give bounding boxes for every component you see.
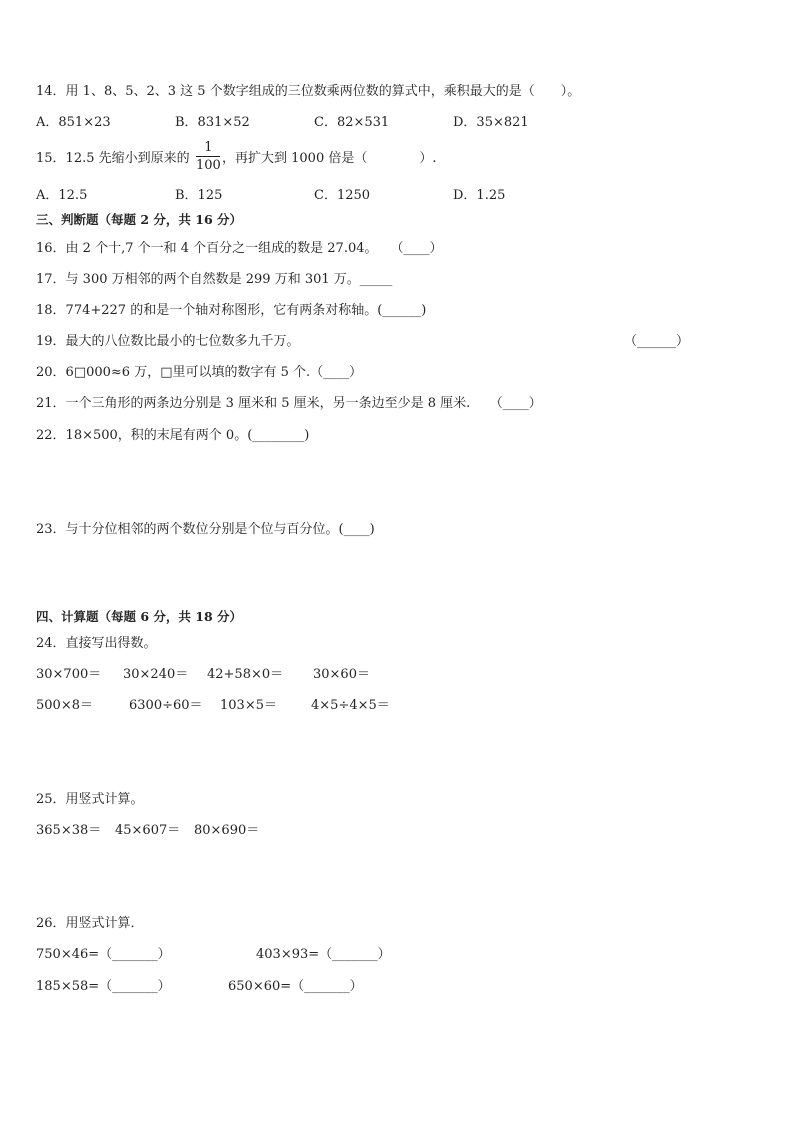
question-26-title: 26．用竖式计算． xyxy=(36,916,144,931)
question-16: 16．由 2 个十,7 个一和 4 个百分之一组成的数是 27.04。 （____） xyxy=(36,241,443,256)
q15-option-a: A．12.5 xyxy=(36,188,88,203)
q24-item: 30×240＝ xyxy=(123,667,189,682)
q26-item: 403×93=（_______） xyxy=(256,947,391,962)
q14-option-c: C．82×531 xyxy=(314,115,390,130)
section-4-heading: 四、计算题（每题 6 分，共 18 分） xyxy=(36,609,243,624)
fraction-denominator: 100 xyxy=(196,158,221,173)
q26-item: 650×60=（_______） xyxy=(228,979,363,994)
question-20: 20．6□000≈6 万，□里可以填的数字有 5 个.（____） xyxy=(36,365,363,380)
q24-item: 42+58×0＝ xyxy=(207,667,284,682)
q14-option-d: D．35×821 xyxy=(453,115,529,130)
question-18: 18．774+227 的和是一个轴对称图形，它有两条对称轴。(______) xyxy=(36,303,427,318)
question-14-text: 14．用 1、8、5、2、3 这 5 个数字组成的三位数乘两位数的算式中，乘积最大的是（ ）。 xyxy=(36,84,581,99)
question-23: 23．与十分位相邻的两个数位分别是个位与百分位。(____) xyxy=(36,522,375,537)
q25-item: 45×607＝ xyxy=(115,823,181,838)
q14-option-a: A．851×23 xyxy=(36,115,111,130)
q14-option-b: B．831×52 xyxy=(175,115,250,130)
q24-item: 30×60＝ xyxy=(313,667,370,682)
q24-item: 30×700＝ xyxy=(36,667,102,682)
question-22: 22．18×500，积的末尾有两个 0。(________) xyxy=(36,428,310,443)
q24-item: 103×5＝ xyxy=(220,698,277,713)
section-3-heading: 三、判断题（每题 2 分，共 16 分） xyxy=(36,212,243,227)
q24-item: 4×5÷4×5＝ xyxy=(311,698,390,713)
q24-item: 6300÷60＝ xyxy=(129,698,203,713)
q26-item: 185×58=（_______） xyxy=(36,979,171,994)
fraction-one-hundredth xyxy=(194,139,223,174)
question-25-title: 25．用竖式计算。 xyxy=(36,792,144,807)
q24-item: 500×8＝ xyxy=(36,698,93,713)
question-24-title: 24．直接写出得数。 xyxy=(36,636,157,651)
q15-option-d: D．1.25 xyxy=(453,188,506,203)
q15-option-b: B．125 xyxy=(175,188,223,203)
q26-item: 750×46=（_______） xyxy=(36,947,171,962)
q25-item: 365×38＝ xyxy=(36,823,102,838)
question-17: 17．与 300 万相邻的两个自然数是 299 万和 301 万。_____ xyxy=(36,272,393,287)
q25-item: 80×690＝ xyxy=(194,823,260,838)
question-19: 19．最大的八位数比最小的七位数多九千万。 xyxy=(36,334,300,349)
fraction-numerator: 1 xyxy=(204,140,213,155)
question-21: 21．一个三角形的两条边分别是 3 厘米和 5 厘米，另一条边至少是 8 厘米. （____） xyxy=(36,396,542,411)
question-15-text-before: 15．12.5 先缩小到原来的 xyxy=(36,151,190,166)
question-19-answer-blank: （______） xyxy=(624,334,690,349)
question-15-text-after: ，再扩大到 1000 倍是（ ）. xyxy=(222,151,437,166)
q15-option-c: C．1250 xyxy=(314,188,371,203)
